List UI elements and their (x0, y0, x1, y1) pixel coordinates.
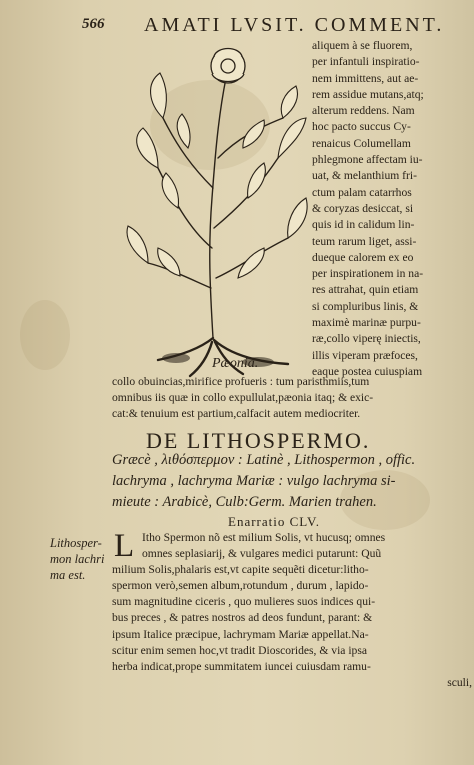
section-heading: DE LITHOSPERMO. (146, 428, 371, 453)
full-width-text (112, 374, 470, 422)
text-line: si compluribus linis, & (312, 299, 419, 313)
text-line: teum rarum liget, assi- (312, 234, 417, 248)
drop-cap: L (114, 528, 135, 564)
text-line: spermon verò,semen album,rotundum , durum , lapido- (112, 579, 369, 593)
text-line: ipsum Italice præcipue, lachrymam Mariæ appellat.Na- (112, 627, 369, 641)
text-line: & coryzas desiccat, si (312, 201, 414, 215)
text-line: quis id in calidum lin- (312, 218, 415, 232)
margin-note-line: ma est. (50, 568, 86, 582)
text-line: herba indicat,prope summitatem iuncei cuiusdam ramu- (112, 659, 371, 673)
body-text (112, 530, 472, 691)
text-line: res attrahat, quin etiam (312, 283, 419, 297)
text-line: dueque calorem ex eo (312, 250, 414, 264)
text-line: omnes seplasiarij, & vulgares medici putarunt: Quũ (142, 547, 382, 561)
text-line: hoc pacto succus Cy- (312, 120, 411, 134)
text-line: renaicus Columellam (312, 136, 411, 150)
page-number: 566 (82, 16, 105, 32)
margin-note (50, 535, 105, 583)
text-line: aliquem à se fluorem, (312, 39, 413, 52)
paper-stain (20, 300, 70, 370)
side-column-text (312, 38, 472, 380)
text-line: alterum reddens. Nam (312, 104, 415, 118)
synonyms-block (112, 450, 472, 513)
text-line: bus preces , & patres nostros ad deos fundunt, parant: & (112, 611, 373, 625)
text-line: nem immittens, aut ae- (312, 71, 419, 85)
text-line: per inspirationem in na- (312, 267, 424, 281)
text-line: maximè marinæ purpu- (312, 316, 421, 330)
peony-woodcut-illustration (118, 38, 312, 383)
page-header (84, 14, 464, 38)
text-line: cat:& tenuium est partium,calfacit autem mediocriter. (112, 407, 361, 420)
text-line: sum magnitudine ciceris , quo mulieres suos indices qui- (112, 595, 376, 609)
text-line: collo obuincias,mirifice profueris : tum paristhmiis,tum (112, 375, 370, 388)
text-line: scitur enim semen hoc,vt tradit Dioscorides, & via ipsa (112, 643, 368, 657)
figure-caption: Pæonia. (212, 356, 259, 371)
text-line: ræ,collo viperę iniectis, (312, 332, 421, 346)
text-line: phlegmone affectam iu- (312, 153, 423, 167)
text-line: rem assidue mutans,atq; (312, 87, 424, 101)
synonym-line: lachryma , lachryma Mariæ : vulgo lachryma si- (112, 473, 396, 489)
enarratio-heading: Enarratio CLV. (228, 514, 320, 529)
text-line: milium Solis,phalaris est,vt capite sequẽti dicetur:litho- (112, 563, 369, 577)
text-line: ctum palam catarrhos (312, 185, 412, 199)
text-line: illis viperam præfoces, (312, 348, 418, 362)
text-line: sculi, (447, 675, 472, 689)
synonym-line: mieute : Arabicè, Culb:Germ. Marien trahen. (112, 494, 377, 510)
text-line: eaque postea cuiuspiam (312, 364, 423, 378)
text-line: uat, & melanthium fri- (312, 169, 417, 183)
margin-note-line: mon lachri (50, 552, 105, 566)
text-line: omnibus iis quæ in collo expullulat,pæonia itaq; & exic- (112, 391, 374, 404)
text-line: Itho Spermon nõ est milium Solis, vt hucusq; omnes (142, 531, 386, 544)
running-title: AMATI LVSIT. COMMENT. (144, 14, 445, 36)
margin-note-line: Lithosper- (50, 536, 102, 550)
synonym-line: Græcè , λιθόσπερμον : Latinè , Lithospermon , offic. (112, 452, 416, 468)
text-line: per infantuli inspiratio- (312, 55, 420, 69)
